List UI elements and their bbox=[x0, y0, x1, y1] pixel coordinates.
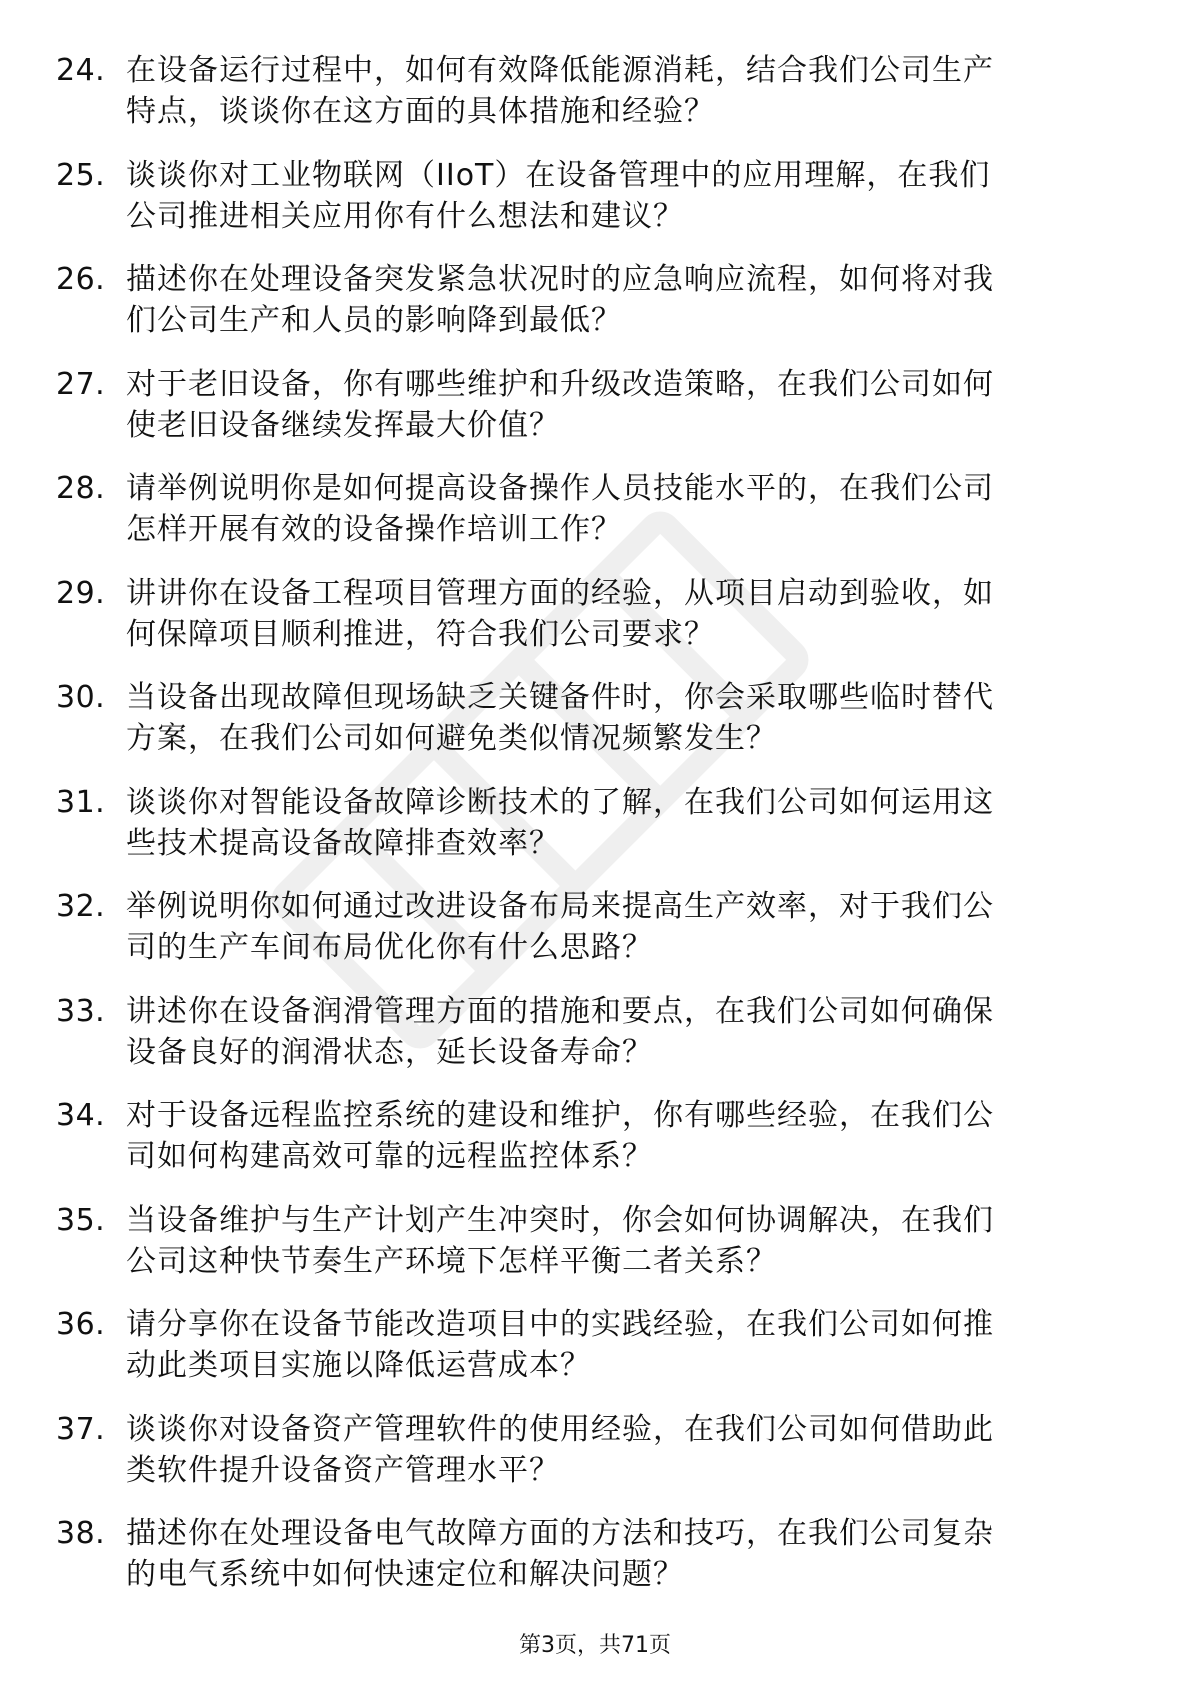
question-text: 当设备维护与生产计划产生冲突时，你会如何协调解决，在我们 公司这种快节奏生产环境下怎样平衡二者关系？ bbox=[126, 1202, 994, 1279]
question-item bbox=[0, 573, 1190, 678]
question-text: 描述你在处理设备突发紧急状况时的应急响应流程，如何将对我 们公司生产和人员的影响降到最低？ bbox=[126, 262, 994, 338]
question-text: 举例说明你如何通过改进设备布局来提高生产效率，对于我们公 司的生产车间布局优化你有什么思路？ bbox=[126, 889, 994, 965]
question-item bbox=[0, 1513, 1190, 1618]
question-item bbox=[0, 1304, 1190, 1409]
question-item bbox=[0, 677, 1190, 782]
question-number: 37. bbox=[56, 1411, 106, 1447]
question-number: 26. bbox=[56, 262, 106, 297]
question-list bbox=[0, 50, 1190, 1618]
question-text: 讲述你在设备润滑管理方面的措施和要点，在我们公司如何确保 设备良好的润滑状态，延长设备寿命？ bbox=[126, 993, 994, 1070]
question-item bbox=[0, 50, 1190, 155]
question-number: 34. bbox=[56, 1098, 106, 1133]
question-item bbox=[0, 1200, 1190, 1305]
question-item bbox=[0, 782, 1190, 887]
question-item bbox=[0, 364, 1190, 469]
question-text: 谈谈你对工业物联网（IIoT）在设备管理中的应用理解，在我们 公司推进相关应用你有什么想法和建议？ bbox=[126, 157, 991, 234]
question-number: 33. bbox=[56, 993, 106, 1029]
question-number: 31. bbox=[56, 784, 106, 820]
question-number: 24. bbox=[56, 53, 106, 88]
question-text: 对于设备远程监控系统的建设和维护，你有哪些经验，在我们公 司如何构建高效可靠的远程监控体系？ bbox=[126, 1098, 994, 1174]
question-item bbox=[0, 468, 1190, 573]
question-text: 当设备出现故障但现场缺乏关键备件时，你会采取哪些临时替代 方案，在我们公司如何避免类似情况频繁发生？ bbox=[126, 680, 994, 756]
question-text: 谈谈你对智能设备故障诊断技术的了解，在我们公司如何运用这 些技术提高设备故障排查效率？ bbox=[126, 784, 994, 861]
question-text: 请分享你在设备节能改造项目中的实践经验，在我们公司如何推 动此类项目实施以降低运营成本？ bbox=[126, 1307, 994, 1383]
page-footer: 第3页，共71页 bbox=[519, 1633, 671, 1658]
question-item bbox=[0, 991, 1190, 1096]
question-number: 36. bbox=[56, 1307, 106, 1342]
question-text: 讲讲你在设备工程项目管理方面的经验，从项目启动到验收，如 何保障项目顺利推进，符合我们公司要求？ bbox=[126, 575, 994, 652]
question-item bbox=[0, 259, 1190, 364]
question-number: 38. bbox=[56, 1516, 106, 1551]
question-item bbox=[0, 886, 1190, 991]
question-number: 29. bbox=[56, 575, 106, 611]
question-number: 28. bbox=[56, 471, 106, 506]
question-text: 谈谈你对设备资产管理软件的使用经验，在我们公司如何借助此 类软件提升设备资产管理水平？ bbox=[126, 1411, 994, 1488]
question-text: 对于老旧设备，你有哪些维护和升级改造策略，在我们公司如何 使老旧设备继续发挥最大价值？ bbox=[126, 366, 994, 443]
question-item bbox=[0, 155, 1190, 260]
question-number: 25. bbox=[56, 157, 106, 193]
question-text: 描述你在处理设备电气故障方面的方法和技巧，在我们公司复杂 的电气系统中如何快速定位和解决问题？ bbox=[126, 1516, 994, 1592]
question-text: 在设备运行过程中，如何有效降低能源消耗，结合我们公司生产 特点，谈谈你在这方面的具体措施和经验？ bbox=[126, 53, 994, 129]
question-number: 27. bbox=[56, 366, 106, 402]
question-text: 请举例说明你是如何提高设备操作人员技能水平的，在我们公司 怎样开展有效的设备操作培训工作？ bbox=[126, 471, 994, 547]
question-item bbox=[0, 1409, 1190, 1514]
question-number: 35. bbox=[56, 1202, 106, 1238]
question-number: 30. bbox=[56, 680, 106, 715]
question-number: 32. bbox=[56, 889, 106, 924]
question-item bbox=[0, 1095, 1190, 1200]
